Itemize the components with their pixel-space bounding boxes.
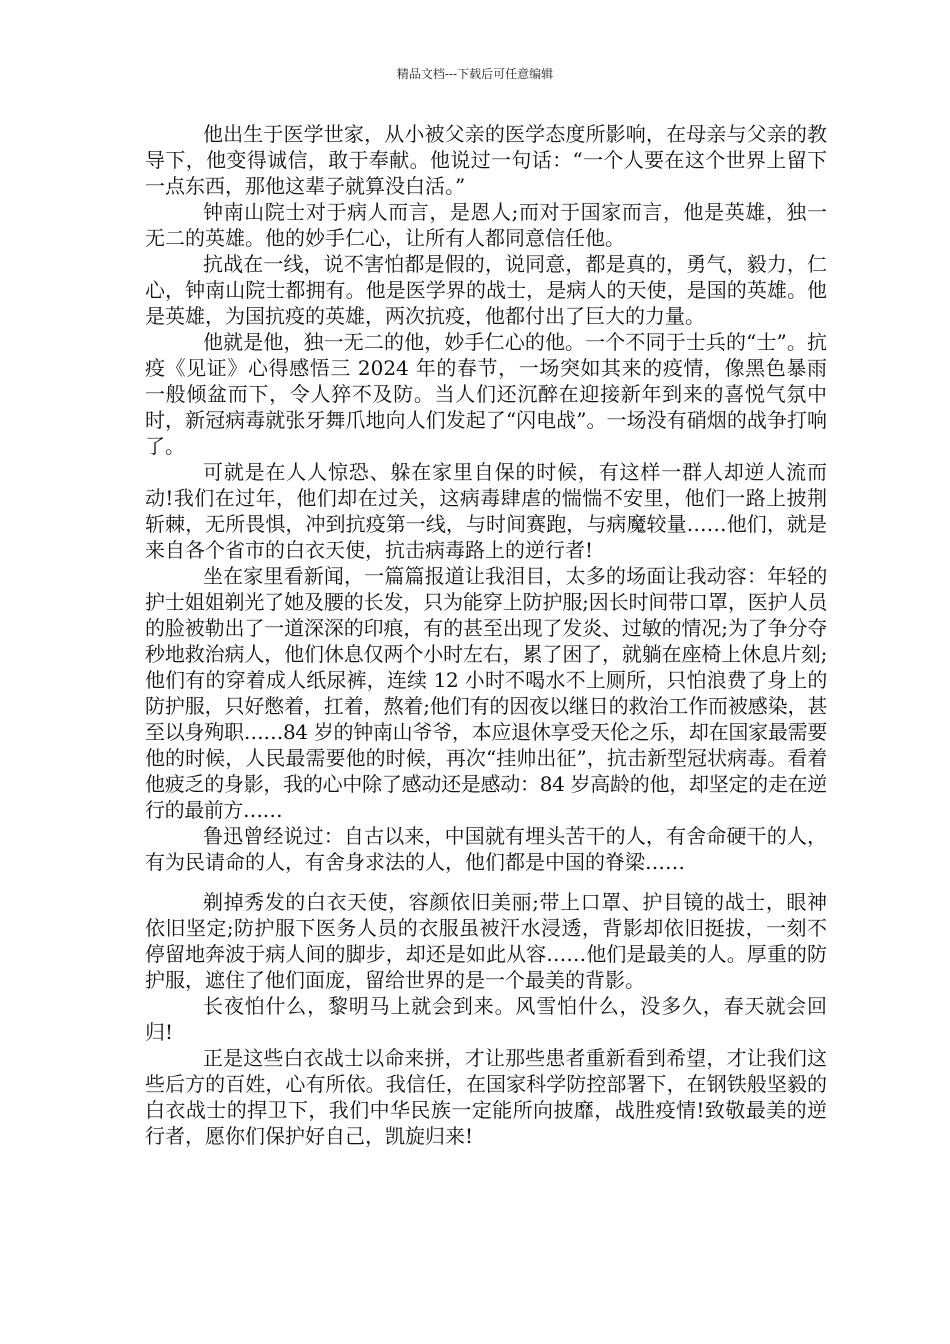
paragraph-4: 他就是他，独一无二的他，妙手仁心的他。一个不同于士兵的“士”。抗疫《见证》心得感悟三 2024 年的春节，一场突如其来的疫情，像黑色暴雨一般倾盆而下，令人猝不及防。当人们还沉醉在迎接新年到来的喜悦气氛中时，新冠病毒就张牙舞爪地向人们发起了“闪电战”。一场没有硝烟的战争打响了。 [145, 330, 827, 458]
paragraph-2: 钟南山院士对于病人而言，是恩人;而对于国家而言，他是英雄，独一无二的英雄。他的妙手仁心，让所有人都同意信任他。 [145, 200, 827, 250]
paragraph-1: 他出生于医学世家，从小被父亲的医学态度所影响，在母亲与父亲的教导下，他变得诚信，敢于奉献。他说过一句话：“一个人要在这个世界上留下一点东西，那他这辈子就算没白活。” [145, 122, 827, 198]
page-header: 精品文档---下载后可任意编辑 [396, 67, 554, 81]
paragraph-8: 剃掉秀发的白衣天使，容颜依旧美丽;带上口罩、护目镜的战士，眼神依旧坚定;防护服下医务人员的衣服虽被汗水浸透，背影却依旧挺拔，一刻不停留地奔波于病人间的脚步，却还是如此从容……他们是最美的人。厚重的防护服，遮住了他们面庞，留给世界的是一个最美的背影。 [145, 890, 827, 992]
paragraph-5: 可就是在人人惊恐、躲在家里自保的时候，有这样一群人却逆人流而动!我们在过年，他们却在过关，这病毒肆虐的惴惴不安里，他们一路上披荆斩棘，无所畏惧，冲到抗疫第一线，与时间赛跑，与病魔较量……他们，就是来自各个省市的白衣天使，抗击病毒路上的逆行者! [145, 460, 827, 562]
article-body [145, 121, 827, 1149]
paragraph-10: 正是这些白衣战士以命来拼，才让那些患者重新看到希望，才让我们这些后方的百姓，心有所依。我信任，在国家科学防控部署下，在钢铁般坚毅的白衣战士的捍卫下，我们中华民族一定能所向披靡，战胜疫情!致敬最美的逆行者，愿你们保护好自己，凯旋归来! [145, 1046, 827, 1148]
paragraph-3: 抗战在一线，说不害怕都是假的，说同意，都是真的，勇气，毅力，仁心，钟南山院士都拥有。他是医学界的战士，是病人的天使，是国的英雄。他是英雄，为国抗疫的英雄，两次抗疫，他都付出了巨大的力量。 [145, 252, 827, 328]
paragraph-7: 鲁迅曾经说过：自古以来，中国就有埋头苦干的人，有舍命硬干的人，有为民请命的人，有舍身求法的人，他们都是中国的脊梁…… [145, 824, 827, 874]
paragraph-6: 坐在家里看新闻，一篇篇报道让我泪目，太多的场面让我动容：年轻的护士姐姐剃光了她及腰的长发，只为能穿上防护服;因长时间带口罩，医护人员的脸被勒出了一道深深的印痕，有的甚至出现了发炎、过敏的情况;为了争分夺秒地救治病人，他们休息仅两个小时左右，累了困了，就躺在座椅上休息片刻;他们有的穿着成人纸尿裤，连续 12 小时不喝水不上厕所，只怕浪费了身上的防护服，只好憋着，扛着，熬着;他们有的因夜以继日的救治工作而被感染，甚至以身殉职……84 岁的钟南山爷爷，本应退休享受天伦之乐，却在国家最需要他的时候，人民最需要他的时候，再次“挂帅出征”，抗击新型冠状病毒。看着他疲乏的身影，我的心中除了感动还是感动：84 岁高龄的他，却坚定的走在逆行的最前方…… [145, 564, 827, 822]
paragraph-9: 长夜怕什么，黎明马上就会到来。风雪怕什么，没多久，春天就会回归! [145, 994, 827, 1044]
